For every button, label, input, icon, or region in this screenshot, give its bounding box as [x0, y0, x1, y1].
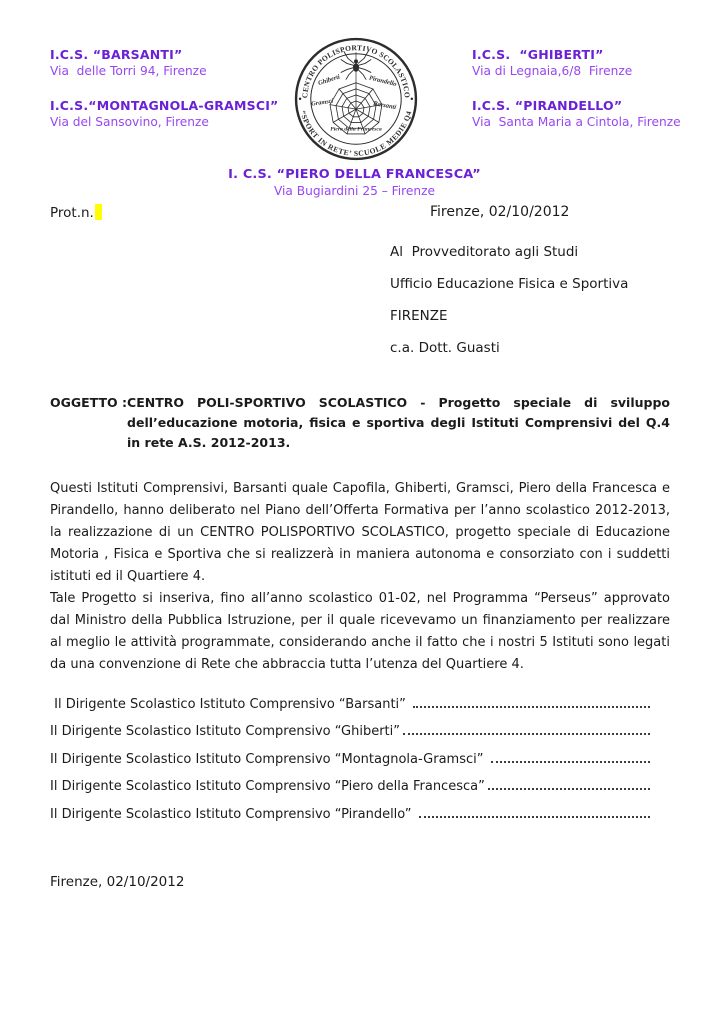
institution-name: I.C.S.“MONTAGNOLA-GRAMSCI”: [50, 98, 279, 113]
closing-date: Firenze, 02/10/2012: [50, 874, 185, 890]
header-left-institutions: [50, 47, 278, 130]
signature-row: [50, 794, 650, 822]
signature-row: [50, 684, 650, 712]
recipient-line: Al Provveditorato agli Studi: [390, 244, 579, 260]
dotted-signature-line: [403, 733, 650, 735]
protocol-line: [50, 204, 102, 221]
seal-member-name: Piero della Francesca: [330, 126, 382, 133]
header-right-institutions: [472, 47, 681, 130]
protocol-label: Prot.n.: [50, 205, 94, 221]
spider-icon: [341, 51, 371, 83]
school-network-seal: [293, 36, 419, 162]
institution-block: [472, 47, 681, 79]
seal-arc-bottom-text: “SPORT IN RETE’ SCUOLE MEDIE Q4: [298, 109, 414, 158]
seal-member-name: Gramsci: [310, 97, 334, 108]
body-paragraph: Questi Istituti Comprensivi, Barsanti quale Capofila, Ghiberti, Gramsci, Piero della Francesca e Pirandello, hanno deliberato nel Piano dell’Offerta Formativa per l’anno scolastico 2012-2013, la realizzazione di un CENTRO POLISPORTIVO SCOLASTICO, progetto speciale di Educazione Motoria , Fisica e Sportiva che si realizzerà in maniera autonoma e consorziato con i suddetti istituti ed il Quartiere 4.: [50, 481, 670, 584]
subject-text: CENTRO POLI-SPORTIVO SCOLASTICO - Progetto speciale di sviluppo dell’educazione motoria, fisica e sportiva degli Istituti Comprensivi del Q.4 in rete A.S. 2012-2013.: [127, 395, 670, 450]
institution-address: Via del Sansovino, Firenze: [50, 115, 209, 129]
seal-member-name: Ghiberti: [317, 73, 341, 88]
letter-date: Firenze, 02/10/2012: [430, 204, 570, 220]
subject-block: [50, 393, 670, 453]
body-paragraph: Tale Progetto si inseriva, fino all’anno scolastico 01-02, nel Programma “Perseus” approvato dal Ministro della Pubblica Istruzione, per il quale ricevevamo un finanziamento per realizzare al meglio le attività programmate, considerando anche il fatto che i nostri 5 Istituti sono legati da una convenzione di Rete che abbraccia tutta l’utenza del Quartiere 4.: [50, 591, 670, 672]
institution-address: Via di Legnaia,6/8 Firenze: [472, 64, 633, 78]
recipient-line: Ufficio Educazione Fisica e Sportiva: [390, 276, 629, 292]
letter-body: [50, 478, 670, 676]
institution-name: I.C.S. “PIRANDELLO”: [472, 98, 623, 113]
institution-address: Via Santa Maria a Cintola, Firenze: [472, 115, 681, 129]
seal-member-name: Pirandello: [368, 74, 398, 89]
lead-institution-name: I. C.S. “PIERO DELLA FRANCESCA”: [228, 167, 481, 182]
institution-block: [50, 47, 278, 79]
recipient-block: [390, 243, 628, 371]
institution-block: [50, 98, 278, 130]
seal-arc-top-text: CENTRO POLISPORTIVO SCOLASTICO: [300, 43, 412, 99]
signature-label: Il Dirigente Scolastico Istituto Comprensivo “Barsanti”: [50, 696, 411, 712]
signature-row: [50, 739, 650, 767]
signature-block: [50, 684, 650, 822]
signature-row: [50, 712, 650, 740]
dotted-signature-line: [419, 816, 650, 818]
seal-separator-dot-left: •: [298, 94, 302, 105]
seal-separator-dot-right: •: [410, 94, 414, 105]
spider-web-seal-icon: [293, 36, 419, 162]
signature-label: Il Dirigente Scolastico Istituto Comprensivo “Montagnola-Gramsci”: [50, 751, 488, 767]
signature-row: [50, 767, 650, 795]
dotted-signature-line: [488, 788, 650, 790]
lead-institution-heading: [0, 166, 709, 200]
signature-label: Il Dirigente Scolastico Istituto Comprensivo “Pirandello”: [50, 806, 416, 822]
institution-name: I.C.S. “BARSANTI”: [50, 47, 183, 62]
dotted-signature-line: [491, 761, 650, 763]
recipient-line: c.a. Dott. Guasti: [390, 340, 500, 356]
institution-name: I.C.S. “GHIBERTI”: [472, 47, 604, 62]
institution-block: [472, 98, 681, 130]
lead-institution-address: Via Bugiardini 25 – Firenze: [273, 184, 436, 198]
recipient-line: FIRENZE: [390, 308, 448, 324]
dotted-signature-line: [413, 706, 650, 708]
signature-label: Il Dirigente Scolastico Istituto Comprensivo “Ghiberti”: [50, 724, 400, 739]
signature-label: Il Dirigente Scolastico Istituto Comprensivo “Piero della Francesca”: [50, 779, 485, 794]
institution-address: Via delle Torri 94, Firenze: [50, 64, 207, 78]
protocol-number-highlight: [95, 204, 102, 220]
seal-member-name: Barsanti: [372, 100, 397, 112]
subject-label: OGGETTO :: [50, 395, 128, 410]
